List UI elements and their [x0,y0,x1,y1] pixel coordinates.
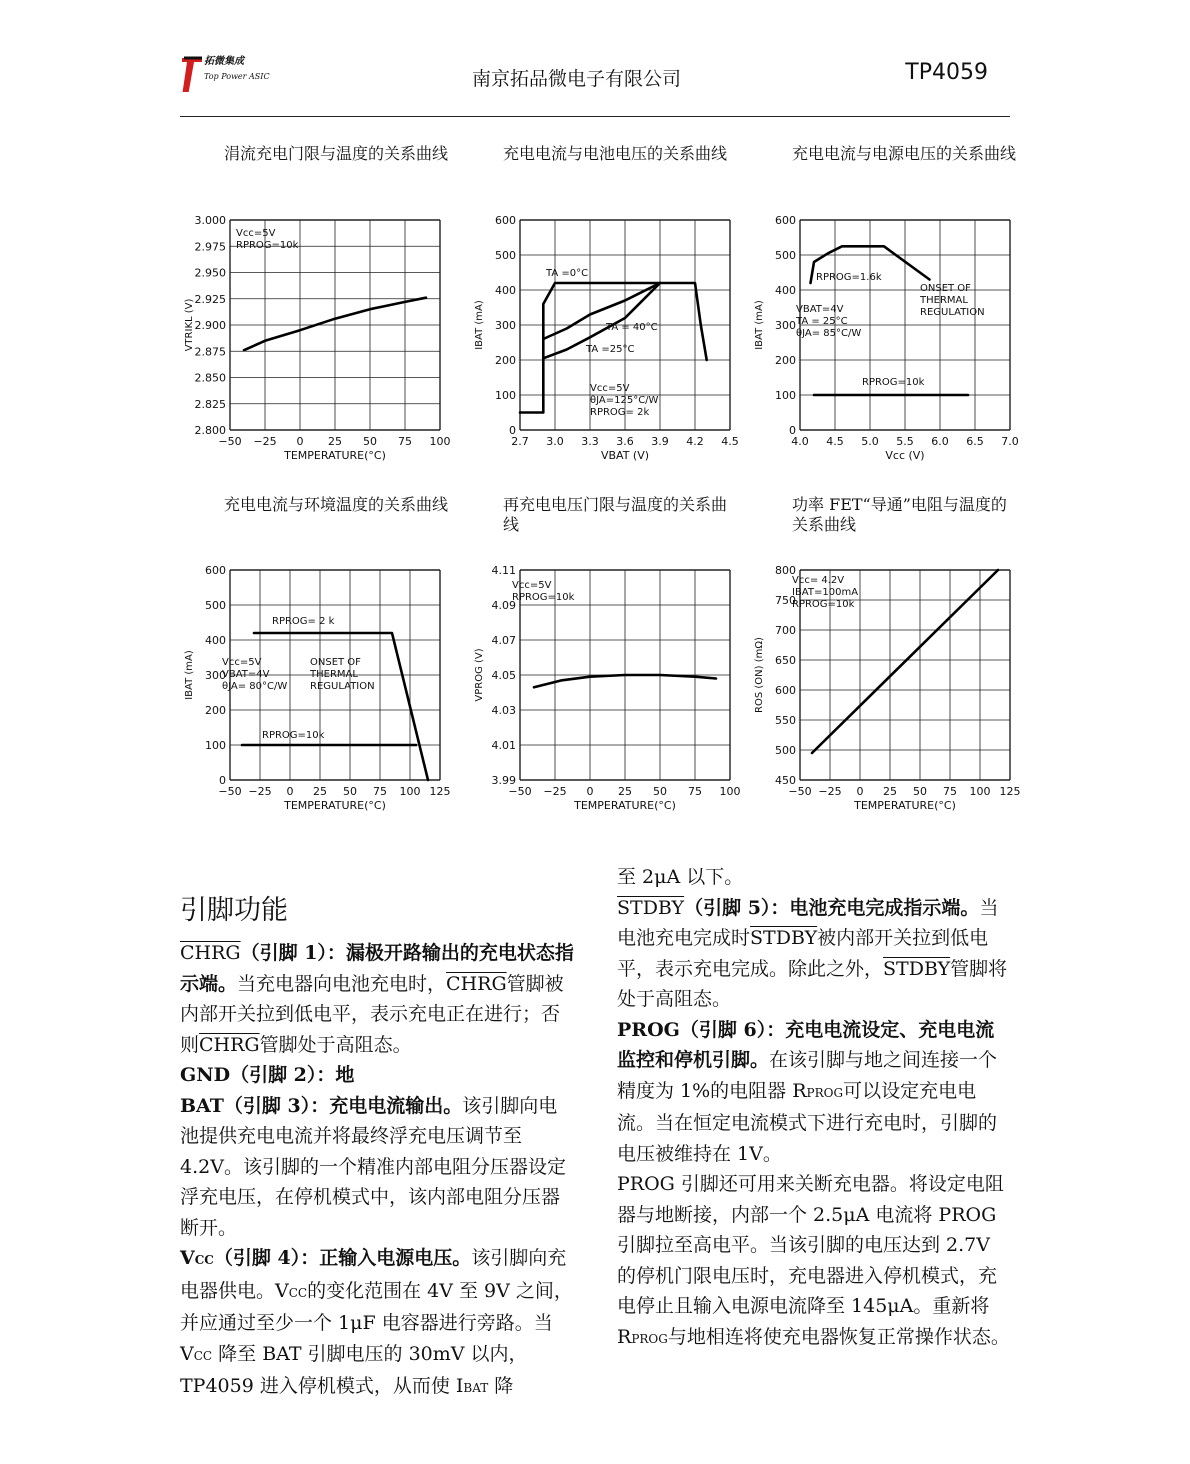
y-tick-label: 2.875 [194,345,226,359]
y-tick-label: 4.03 [491,704,516,717]
x-tick-label: −50 [508,785,532,798]
x-tick-label: 25 [328,435,342,448]
x-tick-label: 100 [969,785,991,798]
rprog-ref-r: R [617,1325,632,1348]
y-tick-label: 4.09 [491,599,516,612]
y-tick-label: 550 [775,714,796,727]
x-tick-label: 25 [883,785,897,798]
chart-annotation: Vcc=5V [512,580,552,591]
chart-annotation: REGULATION [310,681,375,692]
vcc-label: （引脚 4）：正输入电源电压。 [213,1247,472,1269]
y-tick-label: 4.05 [491,669,516,682]
x-tick-label: −25 [248,785,272,798]
logo-chinese-text: 拓微集成 [204,56,244,67]
y-tick-label: 4.11 [491,564,516,577]
x-tick-label: −25 [818,785,842,798]
x-tick-label: 0 [586,785,594,798]
y-tick-label: 700 [775,624,796,637]
y-axis-label: ROS (ON) (mΩ) [754,637,765,713]
chart-annotation: θJA=125°C/W [590,395,659,406]
chart-annotation: TA =0°C [546,268,589,279]
chart-annotation: θJA= 80°C/W [222,681,288,692]
x-tick-label: 3.9 [651,435,669,448]
chart-charge-current-vs-ambient-temperature [170,560,460,820]
y-tick-label: 500 [775,744,796,757]
y-tick-label: 400 [775,284,796,297]
y-axis-label: IBAT (mA) [184,650,195,700]
x-axis-label: TEMPERATURE(°C) [284,449,386,462]
paragraph-bat [180,1091,575,1244]
x-axis-label: Vcc (V) [885,449,925,462]
x-tick-label: 100 [719,785,741,798]
y-tick-label: 200 [495,354,516,367]
chrg-pin-ref-1: CHRG [446,972,507,995]
rprog-ref-sub: PROG [631,1331,668,1346]
y-tick-label: 4.07 [491,634,516,647]
ibat-sub: BAT [463,1381,489,1395]
chart-charge-current-vs-battery-voltage [460,210,750,470]
chart-annotation: θJA= 85°C/W [796,328,862,339]
logo-mark [182,58,202,92]
x-tick-label: 50 [913,785,927,798]
logo-english-text: Top Power ASIC [204,72,270,81]
vcc-body-4: 降 [488,1375,514,1397]
chart-annotation: RPROG=10k [236,240,299,251]
company-name: 南京拓品微电子有限公司 [472,68,682,90]
stdby-pin-name: STDBY [617,896,685,919]
vcc-body-1: 该引脚向充电器供电。 [180,1247,567,1302]
vcc-ref-sub-2: CC [193,1348,213,1363]
x-tick-label: −50 [218,435,242,448]
vcc-body-3: 降至 BAT 引脚电压的 30mV 以内，TP4059 进入停机模式，从而使 [180,1342,528,1397]
stdby-body-3: 管脚将处于高阻态。 [617,957,1008,1010]
y-tick-label: 650 [775,654,796,667]
y-tick-label: 2.900 [194,319,226,332]
chart-fet-on-resistance-vs-temperature [740,560,1030,820]
x-tick-label: 125 [999,785,1021,798]
chrg-body-1: 当充电器向电池充电时， [237,972,447,995]
chart-annotation: RPROG= 2 k [272,616,335,627]
x-tick-label: −50 [218,785,242,798]
x-tick-label: 50 [653,785,667,798]
chart-annotation: RPROG=10k [262,730,325,741]
x-tick-label: 4.5 [721,435,739,448]
y-tick-label: 400 [205,634,226,647]
stdby-label: （引脚 5）：电池充电完成指示端。 [684,896,980,919]
y-axis-label: IBAT (mA) [754,300,765,350]
vcc-ref-v-1: V [275,1279,289,1302]
x-tick-label: 4.2 [686,435,704,448]
chart-title-2: 充电电流与电池电压的关系曲线 [503,144,728,163]
chart-annotation: IBAT=100mA [792,587,859,598]
x-tick-label: 25 [618,785,632,798]
paragraph-prog [617,1015,1012,1170]
chart-annotation: ONSET OF [310,657,361,668]
y-tick-label: 300 [205,669,226,682]
y-tick-label: 0 [789,424,796,437]
y-tick-label: 200 [775,354,796,367]
x-tick-label: 50 [363,435,377,448]
chart-trickle-threshold-vs-temperature [170,210,460,470]
x-tick-label: 75 [373,785,387,798]
chart-annotation: TA = 25°C [796,316,848,327]
y-tick-label: 750 [775,594,796,607]
y-tick-label: 400 [495,284,516,297]
y-tick-label: 200 [205,704,226,717]
y-tick-label: 100 [495,389,516,402]
x-tick-label: 3.0 [546,435,564,448]
chart-annotation: VBAT=4V [796,304,844,315]
y-tick-label: 2.925 [194,292,226,306]
y-tick-label: 100 [205,739,226,752]
paragraph-continuation: 至 2μA 以下。 [617,866,744,888]
chart-title-5: 再充电电压门限与温度的关系曲线 [503,495,728,534]
prog-label: PROG（引脚 6）：充电电流设定、充电电流监控和停机引脚。 [617,1018,995,1071]
stdby-pin-ref-2: STDBY [883,957,951,980]
x-tick-label: 50 [343,785,357,798]
y-tick-label: 300 [495,319,516,332]
x-axis-label: VBAT (V) [600,449,650,462]
vcc-sub: CC [194,1253,214,1267]
x-tick-label: 75 [943,785,957,798]
part-number: TP4059 [905,60,988,85]
chart-annotation: Vcc=5V [222,657,262,668]
x-tick-label: 0 [296,435,304,448]
y-tick-label: 2.800 [194,424,226,437]
chrg-body-2: 管脚被内部开关拉到低电平，表示充电正在进行；否则 [180,972,564,1056]
y-tick-label: 500 [775,249,796,262]
y-tick-label: 500 [205,599,226,612]
chrg-pin-ref-2: CHRG [199,1033,260,1056]
chart-annotation: ONSET OF [920,283,971,294]
paragraph-prog-shutdown [617,1169,1012,1354]
chart-title-6: 功率 FET“导通”电阻与温度的关系曲线 [792,495,1007,534]
chart-title-3: 充电电流与电源电压的关系曲线 [792,144,1017,163]
chart-title-1: 涓流充电门限与温度的关系曲线 [224,144,449,163]
paragraph-stdby [617,893,1012,1015]
y-tick-label: 600 [775,214,796,227]
chart-annotation: Vcc=5V [236,228,276,239]
y-axis-label: IBAT (mA) [474,300,485,350]
y-tick-label: 600 [775,684,796,697]
x-tick-label: 0 [286,785,294,798]
series-line [254,633,428,780]
x-tick-label: 125 [429,785,451,798]
chart-annotation: THERMAL [920,295,968,306]
chart-annotation: Vcc=5V [590,383,630,394]
chart-charge-current-vs-supply-voltage [740,210,1030,470]
x-tick-label: −50 [788,785,812,798]
chart-recharge-threshold-vs-temperature [460,560,750,820]
paragraph-chrg [180,938,575,1060]
bat-label: BAT（引脚 3）：充电电流输出。 [180,1094,463,1117]
chart-annotation: VBAT=4V [222,669,270,680]
stdby-body-1: 当电池充电完成时 [617,896,999,949]
x-tick-label: −25 [253,435,277,448]
x-tick-label: 100 [399,785,421,798]
y-tick-label: 600 [205,564,226,577]
chart-annotation: RPROG=1.6k [816,272,882,283]
chart-annotation: RPROG=10k [512,592,575,603]
x-tick-label: 75 [398,435,412,448]
rprog-r: R [792,1079,807,1102]
x-tick-label: 0 [856,785,864,798]
gnd-label: GND（引脚 2）：地 [180,1064,355,1086]
paragraph-gnd [180,1060,575,1091]
section-heading-pin-functions: 引脚功能 [180,895,288,926]
chart-title-4: 充电电流与环境温度的关系曲线 [224,495,449,514]
vcc-body-2: 的变化范围在 4V 至 9V 之间，并应通过至少一个 1μF 电容器进行旁路。当 [180,1279,573,1334]
y-tick-label: 300 [775,319,796,332]
vcc-v: V [180,1247,195,1269]
chrg-body-3: 管脚处于高阻态。 [259,1033,412,1056]
paragraph-vcc [180,1243,575,1404]
y-tick-label: 4.01 [491,739,516,752]
prog-body-4: 与地相连将使充电器恢复正常操作状态。 [667,1325,1010,1348]
x-tick-label: 100 [429,435,451,448]
chart-annotation: TA =25°C [586,344,635,355]
y-tick-label: 3.000 [194,214,226,227]
y-tick-label: 3.99 [491,774,516,787]
x-tick-label: 6.5 [966,435,984,448]
y-axis-label: VTRIKL (V) [184,298,195,352]
x-tick-label: 5.5 [896,435,914,448]
chart-annotation: RPROG= 2k [590,407,650,418]
y-axis-label: VPROG (V) [474,648,485,702]
y-tick-label: 0 [219,774,226,787]
x-tick-label: 5.0 [861,435,879,448]
x-tick-label: −25 [543,785,567,798]
y-tick-label: 2.825 [194,397,226,411]
y-tick-label: 500 [495,249,516,262]
right-text-column [617,862,1012,1354]
prog-body-3: PROG 引脚还可用来关断充电器。将设定电阻器与地断接，内部一个 2.5μA 电流将 PROG 引脚拉至高电平。当该引脚的电压达到 2.7V 的停机门限电压时，充电器进入停机模式，充电停止且输入电源电流降至 145μA。重新将 [617,1173,1004,1317]
x-tick-label: 75 [688,785,702,798]
x-tick-label: 2.7 [511,435,529,448]
rprog-sub: PROG [806,1085,844,1100]
prog-body-1: 在该引脚与地之间连接一个精度为 1%的电阻器 [617,1049,998,1102]
y-tick-label: 2.950 [194,266,226,280]
vcc-ref-v-2: V [180,1342,194,1365]
chart-annotation: THERMAL [310,669,358,680]
x-tick-label: 25 [313,785,327,798]
stdby-body-2: 被内部开关拉到低电平，表示充电完成。除此之外， [617,927,989,980]
y-tick-label: 2.850 [194,371,226,385]
chart-annotation: Vcc= 4.2V [792,575,845,586]
chart-annotation: TA = 40°C [606,322,658,333]
vcc-ref-sub-1: CC [288,1285,308,1300]
y-tick-label: 450 [775,774,796,787]
left-text-column [180,938,575,1404]
chrg-pin-name: CHRG [180,942,241,964]
x-tick-label: 7.0 [1001,435,1019,448]
stdby-pin-ref-1: STDBY [750,927,818,949]
x-tick-label: 4.0 [791,435,809,448]
x-axis-label: TEMPERATURE(°C) [854,799,956,812]
x-tick-label: 3.6 [616,435,634,448]
chrg-label: （引脚 1）：漏极开路输出的充电状态指示端。 [180,942,574,995]
page-header [180,40,1010,117]
y-tick-label: 0 [509,424,516,437]
y-tick-label: 2.975 [194,240,226,254]
chart-annotation: REGULATION [920,307,985,318]
y-tick-label: 800 [775,564,796,577]
y-tick-label: 100 [775,389,796,402]
chart-annotation: RPROG=10k [862,377,925,388]
chart-annotation: RPROG=10k [792,599,855,610]
prog-body-2: 可以设定充电电流。当在恒定电流模式下进行充电时，引脚的电压被维持在 1V。 [617,1079,998,1165]
y-tick-label: 600 [495,214,516,227]
x-axis-label: TEMPERATURE(°C) [284,799,386,812]
ibat-i: I [455,1375,464,1397]
x-tick-label: 4.5 [826,435,844,448]
x-tick-label: 6.0 [931,435,949,448]
x-axis-label: TEMPERATURE(°C) [574,799,676,812]
bat-body: 该引脚向电池提供充电电流并将最终浮充电压调节至 4.2V。该引脚的一个精准内部电阻分压器设定浮充电压，在停机模式中，该内部电阻分压器断开。 [180,1094,566,1239]
x-tick-label: 3.3 [581,435,599,448]
